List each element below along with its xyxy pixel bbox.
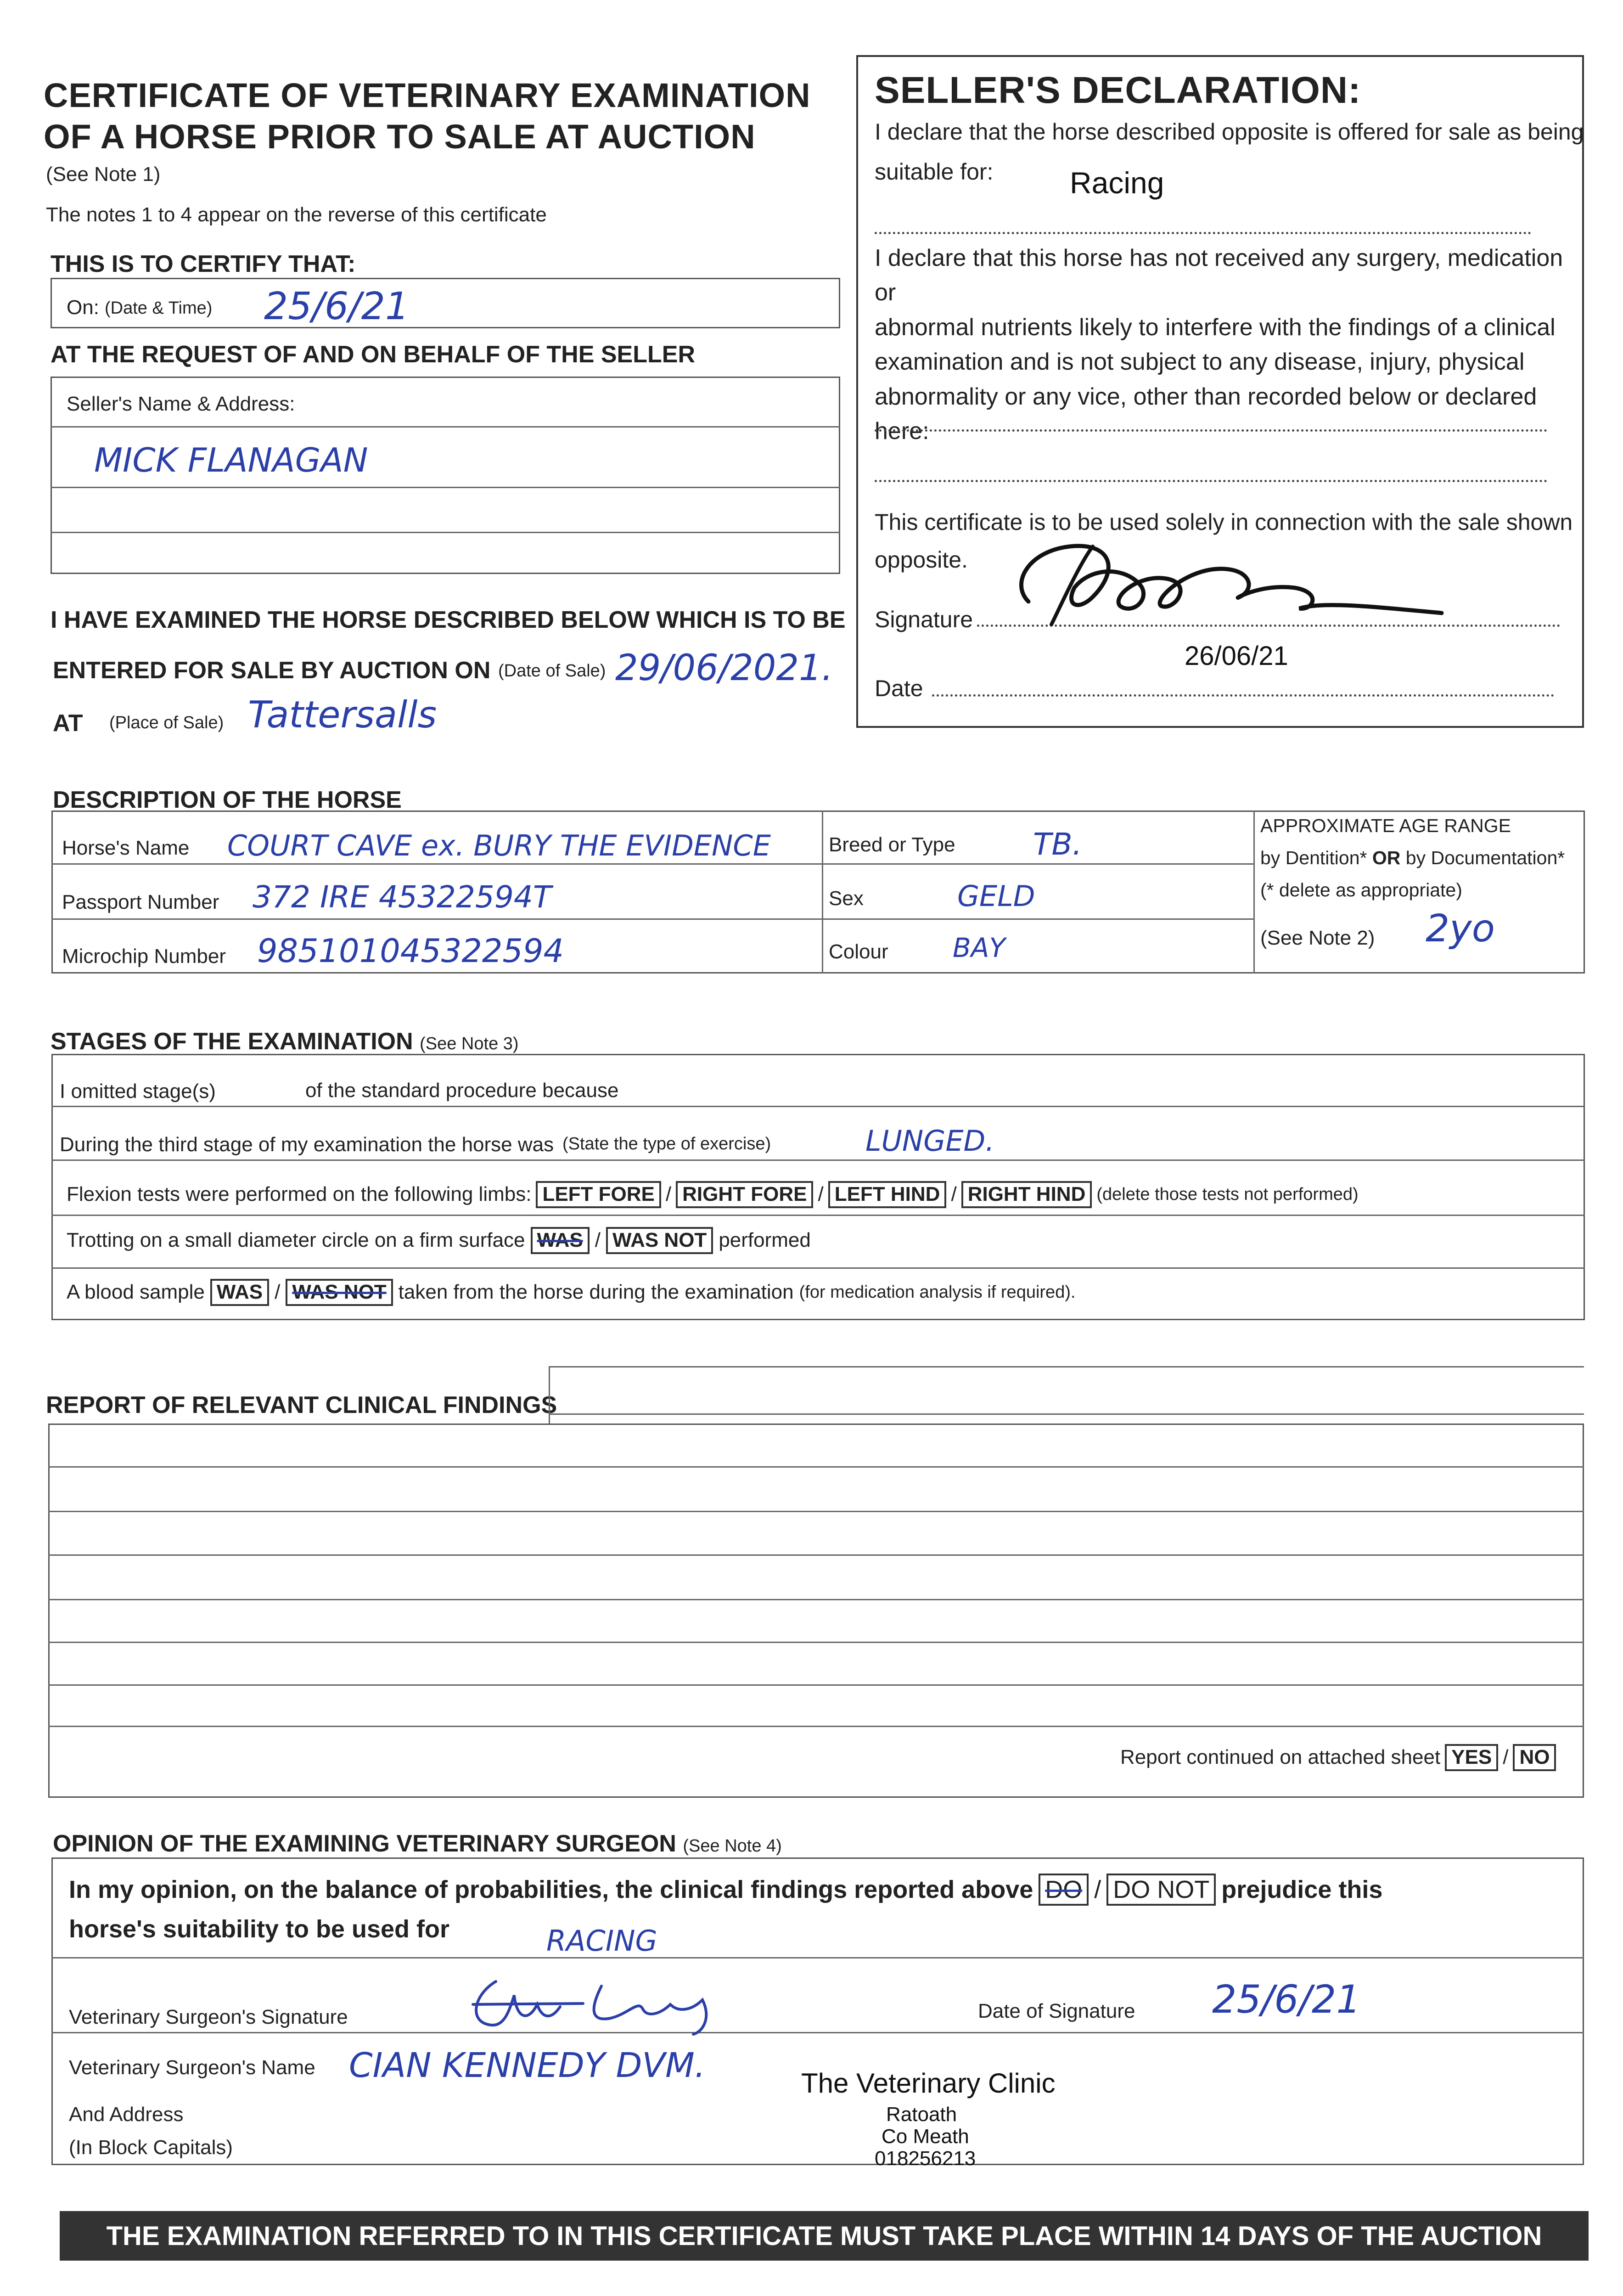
examined-heading-2: ENTERED FOR SALE BY AUCTION ON xyxy=(53,657,491,684)
certificate-title-line1: CERTIFICATE OF VETERINARY EXAMINATION xyxy=(44,76,811,114)
declaration-use-2: opposite. xyxy=(875,547,968,573)
suitable-for-value: Racing xyxy=(1070,166,1164,200)
third-stage-sub: (State the type of exercise) xyxy=(562,1134,771,1154)
horse-name-label: Horse's Name xyxy=(62,837,190,859)
on-label: On: xyxy=(67,296,99,319)
age-delete-note: (* delete as appropriate) xyxy=(1260,879,1462,900)
opinion-line-1: In my opinion, on the balance of probabilities, the clinical findings reported above DO / DO NOT prejudice this xyxy=(69,1874,1382,1906)
clinic-phone: 018256213 xyxy=(875,2147,976,2170)
blood-sample-row: A blood sample WAS / WAS NOT taken from the horse during the examination (for medication analysis if required). xyxy=(67,1279,1076,1306)
third-stage-value: LUNGED. xyxy=(865,1124,994,1158)
declaration-signature-label: Signature xyxy=(875,607,973,632)
block-capitals-label: (In Block Capitals) xyxy=(69,2136,233,2159)
vet-name-label: Veterinary Surgeon's Name xyxy=(69,2056,315,2079)
stages-heading: STAGES OF THE EXAMINATION (See Note 3) xyxy=(51,1028,519,1055)
breed-value: TB. xyxy=(1033,827,1082,862)
age-heading: APPROXIMATE AGE RANGE xyxy=(1260,815,1511,836)
age-value: 2yo xyxy=(1426,907,1495,951)
horse-name-value: COURT CAVE ex. BURY THE EVIDENCE xyxy=(227,829,771,862)
place-of-sale-sub: (Place of Sale) xyxy=(109,713,224,732)
certify-heading: THIS IS TO CERTIFY THAT: xyxy=(51,251,356,277)
flexion-left-fore-option[interactable]: LEFT FORE xyxy=(536,1181,661,1208)
place-of-sale-value: Tattersalls xyxy=(248,693,437,736)
examined-heading-1: I HAVE EXAMINED THE HORSE DESCRIBED BELOW WHICH IS TO BE xyxy=(51,607,846,633)
vet-signature xyxy=(464,1968,758,2037)
opinion-use-value: RACING xyxy=(546,1924,657,1958)
seller-heading: AT THE REQUEST OF AND ON BEHALF OF THE SELLER xyxy=(51,341,695,368)
date-of-sale-value: 29/06/2021. xyxy=(615,647,833,689)
report-continued-yes[interactable]: YES xyxy=(1445,1744,1498,1771)
clinic-name: The Veterinary Clinic xyxy=(801,2068,1056,2099)
date-of-sale-sub: (Date of Sale) xyxy=(498,661,606,681)
clinic-town: Ratoath xyxy=(886,2103,957,2126)
at-label: AT xyxy=(53,710,83,737)
report-continued-row: Report continued on attached sheet YES / NO xyxy=(1120,1744,1556,1771)
flexion-right-hind-option[interactable]: RIGHT HIND xyxy=(961,1181,1092,1208)
flexion-left-hind-option[interactable]: LEFT HIND xyxy=(828,1181,947,1208)
sex-label: Sex xyxy=(829,887,864,910)
seller-signature xyxy=(1001,519,1469,634)
report-continued-no[interactable]: NO xyxy=(1513,1744,1556,1771)
passport-label: Passport Number xyxy=(62,891,219,913)
report-heading: REPORT OF RELEVANT CLINICAL FINDINGS xyxy=(46,1392,557,1418)
opinion-line-2: horse's suitability to be used for xyxy=(69,1915,449,1943)
date-of-signature-value: 25/6/21 xyxy=(1212,1977,1361,2022)
omitted-stages-reason: of the standard procedure because xyxy=(305,1079,619,1102)
declaration-intro-2: suitable for: xyxy=(875,159,994,185)
declaration-paragraph: I declare that this horse has not received any surgery, medication or abnormal nutrients likely to interfere with the findings of a clinical examination and is not subject to any disease, injury, physical abnormality or any vice, other than recorded below or declared here: xyxy=(875,245,1563,445)
seller-name-value: MICK FLANAGAN xyxy=(94,441,368,479)
colour-value: BAY xyxy=(953,932,1005,963)
declaration-date-label: Date xyxy=(875,675,923,701)
declaration-date-value: 26/06/21 xyxy=(1185,641,1288,671)
opinion-heading: OPINION OF THE EXAMINING VETERINARY SURGEON (See Note 4) xyxy=(53,1830,782,1857)
declaration-heading: SELLER'S DECLARATION: xyxy=(875,69,1361,111)
omitted-stages-label: I omitted stage(s) xyxy=(60,1080,216,1103)
report-findings-area[interactable] xyxy=(48,1424,1584,1798)
flexion-row: Flexion tests were performed on the following limbs: LEFT FORE / RIGHT FORE / LEFT HIND / RIGHT HIND (delete those tests not performed) xyxy=(67,1181,1359,1208)
sex-value: GELD xyxy=(957,879,1035,913)
flexion-right-fore-option[interactable]: RIGHT FORE xyxy=(676,1181,813,1208)
third-stage-label: During the third stage of my examination the horse was xyxy=(60,1133,554,1156)
microchip-value: 985101045322594 xyxy=(257,932,564,970)
breed-label: Breed or Type xyxy=(829,833,955,856)
address-label: And Address xyxy=(69,2103,184,2126)
age-methods: by Dentition* OR by Documentation* xyxy=(1260,847,1565,868)
date-of-signature-label: Date of Signature xyxy=(978,2000,1135,2022)
age-see-note: (See Note 2) xyxy=(1260,927,1375,949)
microchip-label: Microchip Number xyxy=(62,945,226,968)
opinion-do-option[interactable]: DO xyxy=(1039,1874,1089,1906)
notes-info: The notes 1 to 4 appear on the reverse of this certificate xyxy=(46,203,547,226)
declaration-use-1: This certificate is to be used solely in connection with the sale shown xyxy=(875,509,1573,535)
trot-was-not-option[interactable]: WAS NOT xyxy=(606,1227,713,1254)
trotting-row: Trotting on a small diameter circle on a firm surface WAS / WAS NOT performed xyxy=(67,1227,811,1254)
vet-signature-label: Veterinary Surgeon's Signature xyxy=(69,2006,348,2028)
certificate-title-line2: OF A HORSE PRIOR TO SALE AT AUCTION xyxy=(44,118,756,156)
trot-was-option[interactable]: WAS xyxy=(531,1227,590,1254)
opinion-do-not-option[interactable]: DO NOT xyxy=(1106,1874,1216,1906)
blood-was-option[interactable]: WAS xyxy=(210,1279,269,1306)
seller-name-label: Seller's Name & Address: xyxy=(67,393,295,415)
footer-banner: THE EXAMINATION REFERRED TO IN THIS CERTIFICATE MUST TAKE PLACE WITHIN 14 DAYS OF THE AUCTION xyxy=(60,2211,1589,2261)
colour-label: Colour xyxy=(829,940,888,963)
declaration-intro-1: I declare that the horse described opposite is offered for sale as being xyxy=(875,119,1584,145)
passport-value: 372 IRE 45322594T xyxy=(253,879,552,915)
description-heading: DESCRIPTION OF THE HORSE xyxy=(53,787,402,813)
vet-name-value: CIAN KENNEDY DVM. xyxy=(349,2046,706,2085)
blood-was-not-option[interactable]: WAS NOT xyxy=(286,1279,393,1306)
see-note-1: (See Note 1) xyxy=(46,163,161,186)
on-sub-label: (Date & Time) xyxy=(105,298,213,318)
clinic-county: Co Meath xyxy=(882,2125,969,2148)
exam-date-value: 25/6/21 xyxy=(264,285,410,328)
